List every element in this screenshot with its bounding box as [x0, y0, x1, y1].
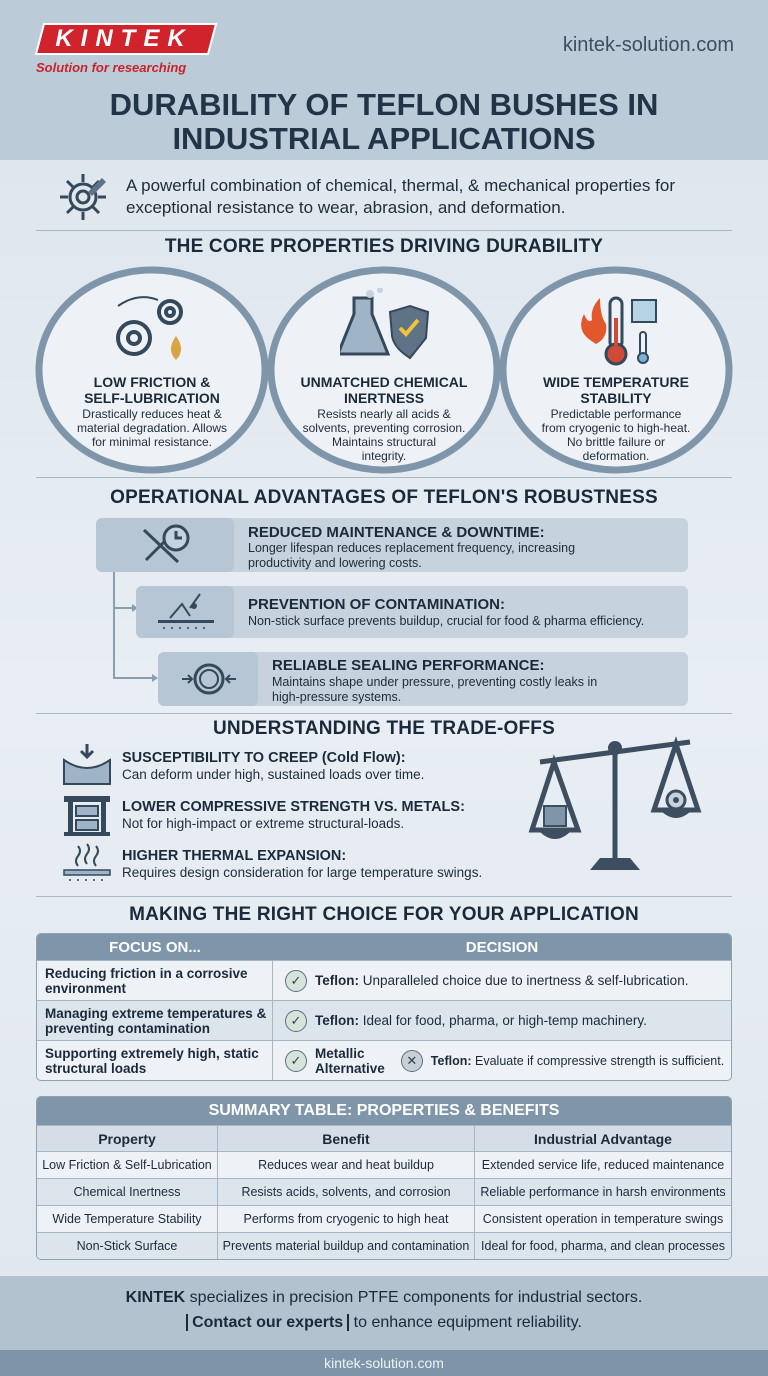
fire-thermometer-ice-icon	[570, 290, 666, 370]
summary-cell: Chemical Inertness	[37, 1179, 218, 1205]
divider	[36, 477, 732, 478]
tradeoff-3-title: HIGHER THERMAL EXPANSION:	[122, 848, 347, 864]
footer-line1-text: specializes in precision PTFE components for industrial sectors.	[185, 1289, 643, 1306]
table-row	[37, 1205, 731, 1232]
choice-row	[37, 1040, 731, 1080]
footer-band	[0, 1276, 768, 1350]
advantage-1-title: REDUCED MAINTENANCE & DOWNTIME:	[248, 524, 545, 541]
summary-col: Industrial Advantage	[534, 1130, 672, 1147]
gear-wrench-icon	[54, 168, 112, 226]
choice-focus: Managing extreme temperatures & preventing contamination	[37, 1001, 273, 1040]
summary-col: Property	[37, 1126, 218, 1151]
choice-heading: MAKING THE RIGHT CHOICE FOR YOUR APPLICATION	[129, 904, 639, 925]
decision-strong: Teflon:	[315, 973, 359, 988]
choice-row	[37, 1000, 731, 1040]
advantage-3-desc	[272, 675, 682, 705]
press-icon	[62, 794, 112, 836]
advantage-2-title: PREVENTION OF CONTAMINATION:	[248, 596, 505, 613]
check-icon: ✓	[285, 970, 307, 992]
summary-heading: SUMMARY TABLE: PROPERTIES & BENEFITS	[37, 1097, 731, 1125]
core-1-title-line1: LOW FRICTION &	[93, 374, 211, 390]
summary-cell: Reduces wear and heat buildup	[218, 1152, 475, 1178]
metallic-alternative	[315, 1046, 385, 1076]
advantage-3-title: RELIABLE SEALING PERFORMANCE:	[272, 657, 545, 674]
heat-expansion-icon	[62, 842, 112, 884]
contact-experts-link[interactable]: Contact our experts	[186, 1314, 349, 1331]
page-title-line1: DURABILITY OF TEFLON BUSHES IN	[109, 87, 659, 122]
summary-cell: Performs from cryogenic to high heat	[218, 1206, 475, 1232]
decision-strong: Teflon:	[430, 1053, 472, 1068]
advantage-1-desc-line1: Longer lifespan reduces replacement frequency, increasing	[248, 541, 576, 555]
table-row	[37, 1151, 731, 1178]
core-2-title-line1: UNMATCHED CHEMICAL	[300, 374, 468, 390]
page-title-line2: INDUSTRIAL APPLICATIONS	[172, 121, 596, 156]
summary-cell: Consistent operation in temperature swings	[482, 1212, 724, 1226]
core-2-desc-line2: solvents, preventing corrosion.	[302, 421, 466, 435]
bottom-site-link[interactable]: kintek-solution.com	[0, 1350, 768, 1376]
advantage-3-desc-line2: high-pressure systems.	[272, 690, 402, 704]
gears-oil-drop-icon	[104, 292, 196, 372]
choice-decision	[273, 1010, 731, 1032]
core-1-desc-line3: for minimal resistance.	[91, 435, 213, 449]
core-3-desc-line3: No brittle failure or	[566, 435, 666, 449]
x-icon: ✕	[401, 1050, 423, 1072]
check-icon: ✓	[285, 1010, 307, 1032]
tradeoff-2-title: LOWER COMPRESSIVE STRENGTH VS. METALS:	[122, 799, 465, 815]
core-3-title-line1: WIDE TEMPERATURE	[543, 374, 689, 390]
flask-shield-icon	[340, 288, 430, 370]
metallic-alternative-line2: Alternative	[315, 1060, 385, 1076]
core-3-desc	[526, 407, 706, 463]
core-1-desc	[62, 407, 242, 449]
decision-detail: Ideal for food, pharma, or high-temp machinery.	[362, 1013, 647, 1028]
footer-brand: KINTEK	[125, 1289, 186, 1306]
core-1-desc-line1: Drastically reduces heat &	[82, 407, 222, 421]
logo-tagline: Solution for researching	[36, 60, 187, 75]
check-icon: ✓	[285, 1050, 307, 1072]
core-2-desc-line3: Maintains structural	[331, 435, 437, 449]
footer-line2	[0, 1314, 768, 1332]
balance-scale-icon	[520, 730, 710, 880]
footer-line1	[0, 1289, 768, 1307]
summary-cell: Non-Stick Surface	[37, 1233, 218, 1259]
summary-cell: Resists acids, solvents, and corrosion	[218, 1179, 475, 1205]
non-stick-surface-icon	[156, 592, 216, 632]
choice-table-header	[37, 934, 731, 960]
choice-col-decision: DECISION	[465, 938, 539, 956]
tradeoffs-heading: UNDERSTANDING THE TRADE-OFFS	[213, 718, 555, 739]
summary-cell: Reliable performance in harsh environments	[480, 1185, 726, 1199]
choice-decision	[273, 970, 731, 992]
intro-text: A powerful combination of chemical, thermal, & mechanical properties for exceptional resistance to wear, abrasion, and deformation.	[126, 176, 675, 217]
summary-cell: Prevents material buildup and contamination	[218, 1233, 475, 1259]
decision-text	[315, 973, 688, 988]
tradeoff-1-title: SUSCEPTIBILITY TO CREEP (Cold Flow):	[122, 750, 406, 766]
core-3-desc-line2: from cryogenic to high-heat.	[541, 421, 691, 435]
core-3-title-line2: STABILITY	[580, 390, 652, 406]
choice-focus: Supporting extremely high, static structural loads	[37, 1041, 273, 1080]
core-1-title	[62, 374, 242, 406]
table-row	[37, 1232, 731, 1259]
core-3-title	[526, 374, 706, 406]
advantage-2-desc: Non-stick surface prevents buildup, crucial for food & pharma efficiency.	[248, 614, 645, 628]
tradeoff-2-desc: Not for high-impact or extreme structural-loads.	[122, 816, 405, 831]
choice-table	[36, 933, 732, 1081]
tradeoff-3-desc: Requires design consideration for large temperature swings.	[122, 865, 483, 880]
site-link[interactable]: kintek-solution.com	[562, 34, 734, 56]
summary-table	[36, 1096, 732, 1260]
choice-decision	[273, 1046, 731, 1076]
decision-text	[315, 1013, 647, 1028]
decision-strong: Teflon:	[315, 1013, 359, 1028]
core-2-title	[294, 374, 474, 406]
choice-row	[37, 960, 731, 1000]
summary-header-row	[37, 1125, 731, 1151]
summary-cell: Ideal for food, pharma, and clean processes	[481, 1239, 725, 1253]
core-1-desc-line2: material degradation. Allows	[76, 421, 228, 435]
decision-detail: Evaluate if compressive strength is sufficient.	[475, 1053, 725, 1068]
seal-ring-icon	[180, 660, 238, 698]
divider	[36, 230, 732, 231]
summary-cell: Low Friction & Self-Lubrication	[37, 1152, 218, 1178]
core-2-desc	[294, 407, 474, 463]
core-2-desc-line4: integrity.	[361, 449, 407, 463]
advantages-heading: OPERATIONAL ADVANTAGES OF TEFLON'S ROBUSTNESS	[110, 487, 658, 508]
summary-cell: Wide Temperature Stability	[37, 1206, 218, 1232]
footer-line2-text: to enhance equipment reliability.	[349, 1314, 582, 1331]
core-3-desc-line1: Predictable performance	[550, 407, 682, 421]
creep-deform-icon	[62, 742, 112, 786]
page-title	[0, 88, 768, 156]
core-2-desc-line1: Resists nearly all acids &	[317, 407, 451, 421]
summary-cell: Extended service life, reduced maintenance	[481, 1158, 725, 1172]
core-3-desc-line4: deformation.	[582, 449, 650, 463]
choice-col-focus: FOCUS ON...	[109, 938, 201, 956]
advantage-1-desc-line2: productivity and lowering costs.	[248, 556, 422, 570]
tradeoff-1-desc: Can deform under high, sustained loads over time.	[122, 767, 425, 782]
advantage-1-desc	[248, 541, 678, 571]
divider	[36, 713, 732, 714]
metallic-alternative-line1: Metallic	[315, 1045, 365, 1061]
wrench-clock-icon	[138, 522, 194, 568]
decision-detail: Unparalleled choice due to inertness & self-lubrication.	[362, 973, 689, 988]
divider	[36, 896, 732, 897]
core-heading: THE CORE PROPERTIES DRIVING DURABILITY	[164, 236, 604, 257]
choice-focus: Reducing friction in a corrosive environment	[37, 961, 273, 1000]
core-1-title-line2: SELF-LUBRICATION	[84, 390, 220, 406]
summary-col: Benefit	[218, 1126, 475, 1151]
core-2-title-line2: INERTNESS	[343, 390, 425, 406]
advantage-3-desc-line1: Maintains shape under pressure, preventing costly leaks in	[272, 675, 598, 689]
logo-text: KINTEK	[55, 25, 193, 52]
decision-text	[431, 1054, 724, 1068]
table-row	[37, 1178, 731, 1205]
